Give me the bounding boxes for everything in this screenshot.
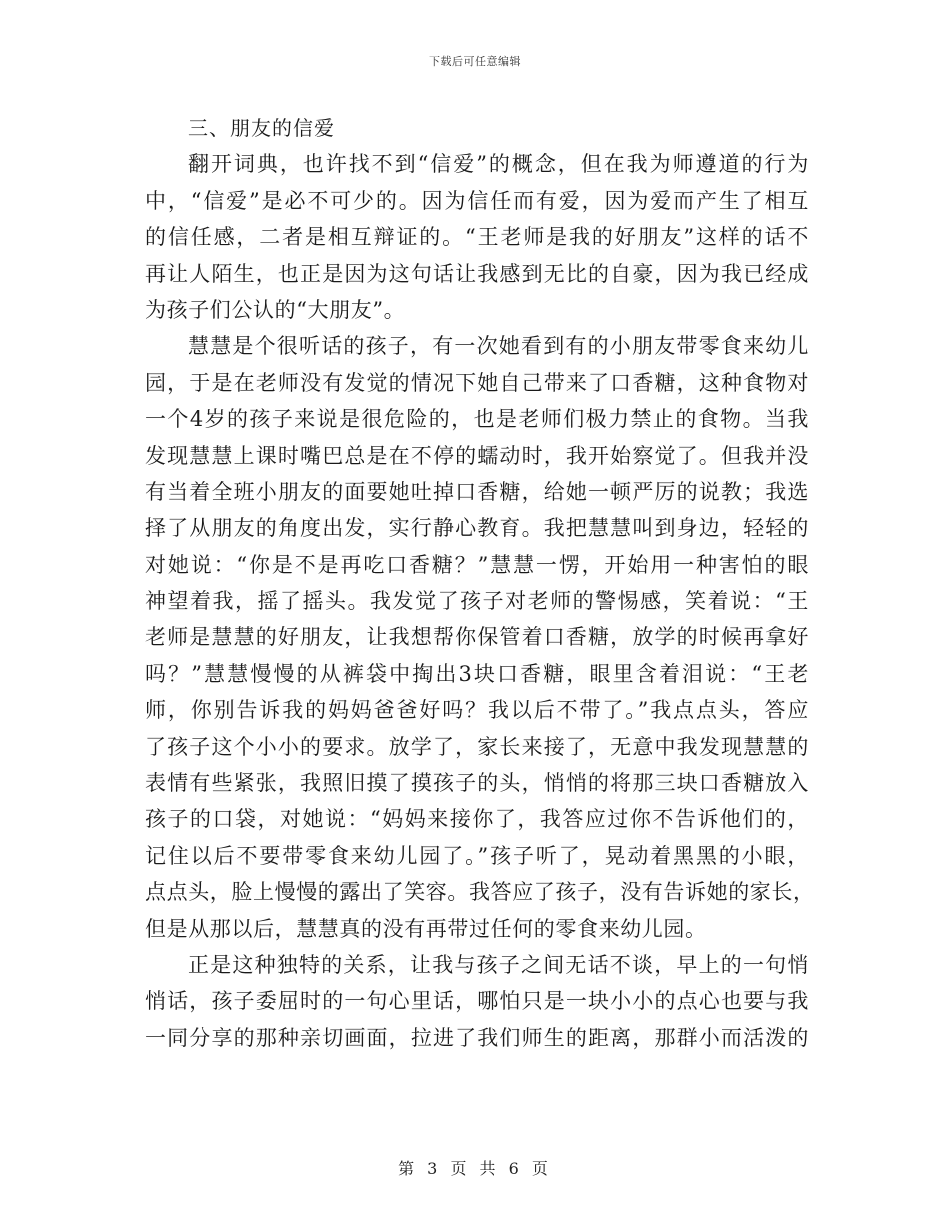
text-line: 发现慧慧上课时嘴巴总是在不停的蠕动时，我开始察觉了。但我并没	[145, 443, 809, 468]
text-line: 再让人陌生，也正是因为这句话让我感到无比的自豪，因为我已经成	[145, 261, 809, 286]
text-line: 翻开词典，也许找不到“信爱”的概念，但在我为师遵道的行为	[188, 152, 809, 177]
page-footer: 第 3 页 共 6 页	[398, 1159, 552, 1178]
text-line: 吗？”慧慧慢慢的从裤袋中掏出3块口香糖，眼里含着泪说：“王老	[145, 661, 809, 686]
text-line: 一同分享的那种亲切画面，拉进了我们师生的距离，那群小而活泼的	[145, 1025, 809, 1050]
text-line: 神望着我，摇了摇头。我发觉了孩子对老师的警惕感，笑着说：“王	[145, 589, 809, 614]
text-line: 有当着全班小朋友的面要她吐掉口香糖，给她一顿严厉的说教；我选	[145, 479, 809, 504]
text-line: 点点头，脸上慢慢的露出了笑容。我答应了孩子，没有告诉她的家长，	[145, 880, 815, 905]
text-line: 中，“信爱”是必不可少的。因为信任而有爱，因为爱而产生了相互	[145, 188, 809, 213]
text-line: 老师是慧慧的好朋友，让我想帮你保管着口香糖，放学的时候再拿好	[145, 625, 809, 650]
text-line: 表情有些紧张，我照旧摸了摸孩子的头，悄悄的将那三块口香糖放入	[145, 771, 809, 796]
text-line: 的信任感，二者是相互辩证的。“王老师是我的好朋友”这样的话不	[145, 225, 809, 250]
text-line: 园，于是在老师没有发觉的情况下她自己带来了口香糖，这种食物对	[145, 370, 809, 395]
text-line: 师，你别告诉我的妈妈爸爸好吗？我以后不带了。”我点点头，答应	[145, 698, 809, 723]
section-heading: 三、朋友的信爱	[188, 116, 335, 140]
document-body	[145, 110, 815, 1056]
text-line: 慧慧是个很听话的孩子，有一次她看到有的小朋友带零食来幼儿	[188, 334, 809, 359]
text-line: 记住以后不要带零食来幼儿园了。”孩子听了，晃动着黑黑的小眼，	[145, 843, 809, 868]
text-line: 孩子的口袋，对她说：“妈妈来接你了，我答应过你不告诉他们的，	[145, 807, 809, 832]
text-line: 了孩子这个小小的要求。放学了，家长来接了，无意中我发现慧慧的	[145, 734, 809, 759]
text-line: 为孩子们公认的“大朋友”。	[145, 297, 406, 322]
text-line: 一个4岁的孩子来说是很危险的，也是老师们极力禁止的食物。当我	[145, 407, 809, 432]
text-line: 正是这种独特的关系，让我与孩子之间无话不谈，早上的一句悄	[188, 952, 809, 977]
text-line: 择了从朋友的角度出发，实行静心教育。我把慧慧叫到身边，轻轻的	[145, 516, 809, 541]
text-line: 悄话，孩子委屈时的一句心里话，哪怕只是一块小小的点心也要与我	[145, 989, 809, 1014]
page-header: 下载后可任意编辑	[429, 55, 521, 68]
text-line: 对她说：“你是不是再吃口香糖？”慧慧一愣，开始用一种害怕的眼	[145, 552, 809, 577]
text-line: 但是从那以后，慧慧真的没有再带过任何的零食来幼儿园。	[145, 916, 707, 941]
